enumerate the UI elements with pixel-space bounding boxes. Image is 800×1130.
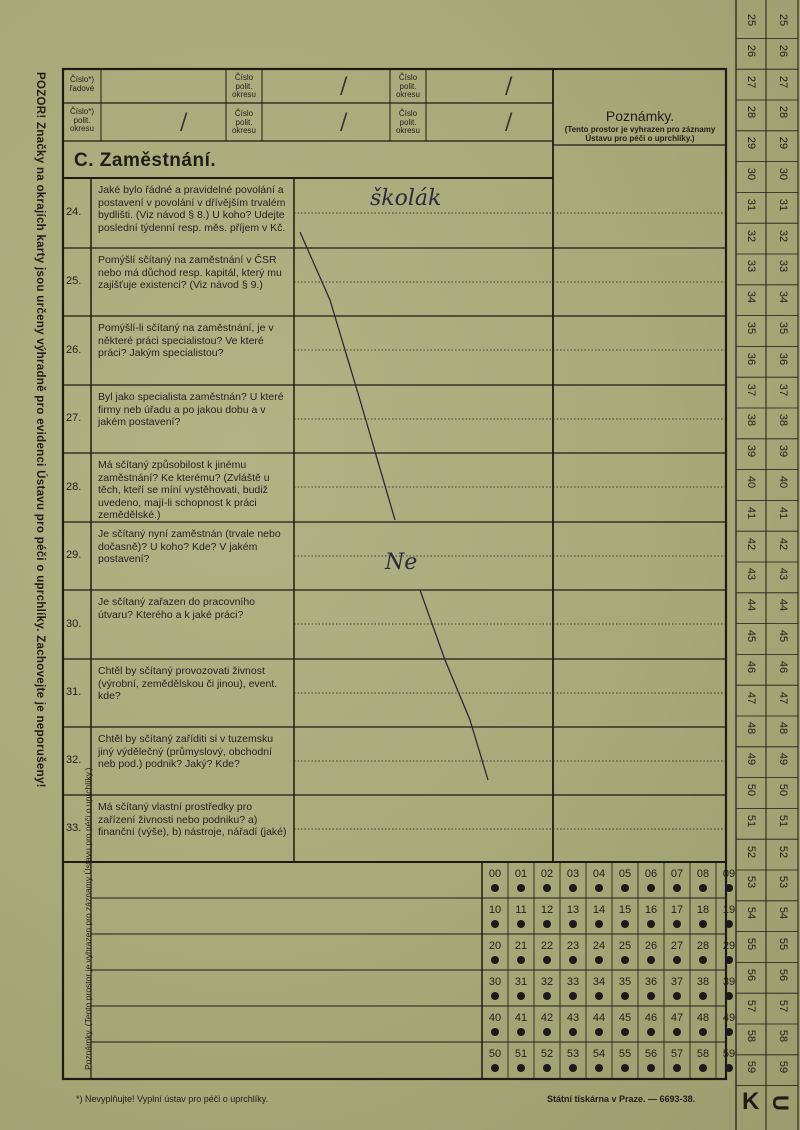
grid-number: 01 <box>514 868 528 880</box>
notes-subtitle: (Tento prostor je vyhrazen pro záznamy Ústavu pro péči o uprchlíky.) <box>564 125 716 143</box>
punch-dot <box>569 992 577 1000</box>
edge-number: 55 <box>745 937 757 951</box>
question-number: 29. <box>66 549 82 561</box>
footnote: *) Nevyplňujte! Vyplní ústav pro péči o uprchlíky. <box>76 1094 269 1104</box>
grid-number: 51 <box>514 1048 528 1060</box>
grid-number: 16 <box>644 904 658 916</box>
grid-number: 02 <box>540 868 554 880</box>
edge-number: 56 <box>777 968 789 981</box>
grid-number: 09 <box>722 868 736 880</box>
grid-number: 08 <box>696 868 710 880</box>
side-notice-text: POZOR! Značky na okrajích karty jsou určeny výhradně pro evidenci Ústavu pro péči o uprchlíky. Zachovejte je neporušeny! <box>34 72 46 788</box>
slash-2: / <box>505 74 513 99</box>
edge-number: 27 <box>745 75 757 88</box>
label-polit-okresu-1: Číslo polit. okresu <box>231 73 256 99</box>
grid-number: 11 <box>515 904 527 916</box>
question-number: 24. <box>66 206 82 218</box>
punch-dot <box>491 1028 499 1036</box>
label-polit-okresu-2: Číslo polit. okresu <box>395 73 420 99</box>
grid-number: 32 <box>540 976 554 988</box>
slash-1: / <box>340 74 348 99</box>
edge-number: 35 <box>777 321 789 335</box>
edge-number: 59 <box>777 1061 789 1074</box>
question-text: Je sčítaný nyní zaměstnán (trvale nebo dočasně)? U koho? Kde? V jakém postavení? <box>98 528 281 565</box>
question-text: Je sčítaný zařazen do pracovního útvaru? Kterého a k jaké práci? <box>98 596 256 621</box>
edge-number: 53 <box>745 876 757 889</box>
handwritten-answer: Ne <box>385 550 418 575</box>
grid-number: 41 <box>514 1012 528 1024</box>
punch-dot <box>491 920 499 928</box>
question-number: 33. <box>66 821 82 834</box>
question-text: Jaké bylo řádné a pravidelné povolání a postavení v povolání v dřívějším trvalém bydlišti. (Viz návod § 8.) U koho? Udejte poslední týdenní resp. měs. příjem v Kč. <box>98 184 286 234</box>
edge-number: 50 <box>745 783 757 797</box>
corner-letter: K <box>742 1088 760 1115</box>
punch-dot <box>517 920 525 928</box>
edge-number: 50 <box>777 783 789 797</box>
grid-number: 21 <box>514 940 528 952</box>
punch-dot <box>725 920 733 928</box>
edge-number: 52 <box>745 845 757 858</box>
edge-number: 33 <box>745 260 757 273</box>
punch-dot <box>673 920 681 928</box>
punch-dot <box>491 956 499 964</box>
edge-number: 36 <box>745 352 757 365</box>
grid-number: 30 <box>488 976 502 988</box>
punch-dot <box>517 956 525 964</box>
punch-dot <box>673 992 681 1000</box>
edge-number: 51 <box>745 814 757 827</box>
edge-number: 26 <box>745 44 757 57</box>
punch-dot <box>543 1028 551 1036</box>
punch-dot <box>699 884 707 892</box>
grid-number: 27 <box>670 940 684 952</box>
question-number: 27. <box>66 412 82 424</box>
grid-number: 58 <box>696 1048 710 1060</box>
grid-number: 52 <box>540 1048 554 1060</box>
edge-number: 37 <box>745 383 757 396</box>
slash-3: / <box>180 110 188 135</box>
punch-dot <box>647 884 655 892</box>
edge-number: 30 <box>777 167 789 181</box>
edge-number: 32 <box>745 229 757 242</box>
label-polit-okresu-3: Číslo polit. okresu <box>231 109 256 135</box>
grid-number: 15 <box>618 904 632 916</box>
grid-number: 38 <box>696 976 710 988</box>
question-number: 32. <box>66 754 82 766</box>
grid-number: 49 <box>722 1012 736 1024</box>
grid-number: 39 <box>722 976 736 988</box>
grid-number: 46 <box>644 1012 658 1024</box>
label-polit-okresu-4: Číslo polit. okresu <box>395 109 420 135</box>
edge-number: 26 <box>777 44 789 57</box>
edge-number: 51 <box>777 814 789 827</box>
punch-dot <box>647 1064 655 1072</box>
edge-number: 43 <box>745 568 757 581</box>
grid-number: 59 <box>722 1048 736 1060</box>
punch-dot <box>517 884 525 892</box>
edge-number: 49 <box>745 753 757 766</box>
grid-number: 57 <box>670 1048 684 1060</box>
grid-number: 33 <box>566 976 580 988</box>
edge-number: 58 <box>745 1030 757 1043</box>
punch-dot <box>569 1028 577 1036</box>
punch-dot <box>725 956 733 964</box>
punch-dot <box>595 1064 603 1072</box>
punch-dot <box>491 992 499 1000</box>
edge-number: 38 <box>745 414 757 427</box>
punch-dot <box>673 1028 681 1036</box>
grid-number: 55 <box>618 1048 632 1060</box>
corner-letter-right: U <box>767 1095 793 1111</box>
grid-number: 22 <box>540 940 554 952</box>
grid-number: 35 <box>618 976 632 988</box>
punch-dot <box>699 1028 707 1036</box>
grid-number: 07 <box>670 868 684 880</box>
slash-4: / <box>340 110 348 135</box>
punch-dot <box>647 992 655 1000</box>
punch-dot <box>543 956 551 964</box>
punch-dot <box>491 1064 499 1072</box>
grid-number: 00 <box>488 868 502 880</box>
grid-number: 31 <box>514 976 528 988</box>
grid-number: 24 <box>592 940 606 952</box>
grid-number: 29 <box>722 940 736 952</box>
label-cislo-radove: Číslo*) řadové <box>69 75 95 93</box>
grid-number: 10 <box>488 904 502 916</box>
question-text: Pomýšlí-li sčítaný na zaměstnání, je v některé práci specialistou? Ve které práci? Jakým specialistou? <box>98 322 274 359</box>
grid-number: 48 <box>696 1012 710 1024</box>
edge-number: 57 <box>777 999 789 1012</box>
grid-number: 25 <box>618 940 632 952</box>
edge-number: 42 <box>777 537 789 550</box>
question-number: 25. <box>66 275 82 287</box>
edge-number: 53 <box>777 876 789 889</box>
punch-dot <box>595 920 603 928</box>
edge-number: 30 <box>745 167 757 181</box>
punch-dot <box>621 992 629 1000</box>
punch-dot <box>595 956 603 964</box>
punch-dot <box>647 920 655 928</box>
grid-number: 43 <box>566 1012 580 1024</box>
grid-number: 44 <box>592 1012 606 1024</box>
question-text: Chtěl by sčítaný zaříditi si v tuzemsku jiný výdělečný (průmyslový, obchodní neb pod.) podnik? Jaký? Kde? <box>98 733 274 770</box>
edge-number: 32 <box>777 229 789 242</box>
grid-number: 45 <box>618 1012 632 1024</box>
edge-number: 42 <box>745 537 757 550</box>
edge-number: 39 <box>745 445 757 458</box>
punch-dot <box>673 956 681 964</box>
edge-number: 25 <box>777 13 789 27</box>
edge-number: 35 <box>745 321 757 335</box>
punch-dot <box>569 884 577 892</box>
edge-number: 46 <box>777 660 789 673</box>
edge-number: 37 <box>777 383 789 396</box>
punch-dot <box>621 884 629 892</box>
punch-dot <box>699 992 707 1000</box>
punch-dot <box>517 992 525 1000</box>
edge-number: 56 <box>745 968 757 981</box>
edge-number: 40 <box>777 475 789 489</box>
question-number: 30. <box>66 617 82 630</box>
grid-number: 05 <box>618 868 632 880</box>
punch-dot <box>543 1064 551 1072</box>
edge-number: 48 <box>745 722 757 735</box>
edge-number: 44 <box>777 599 789 612</box>
grid-number: 23 <box>566 940 580 952</box>
grid-number: 14 <box>592 904 606 916</box>
grid-number: 56 <box>644 1048 658 1060</box>
punch-dot <box>699 956 707 964</box>
grid-number: 53 <box>566 1048 580 1060</box>
question-text: Má sčítaný způsobilost k jinému zaměstnání? Ke kterému? (Zvláště u těch, kteří se míní vystěhovati, budiž uvedeno, mají-li schopnost k práci zemědělské.) <box>98 459 270 521</box>
edge-number: 54 <box>745 907 757 920</box>
punch-dot <box>517 1064 525 1072</box>
punch-dot <box>595 1028 603 1036</box>
punch-dot <box>621 1064 629 1072</box>
edge-number: 28 <box>777 106 789 119</box>
grid-number: 20 <box>488 940 502 952</box>
edge-number: 33 <box>777 260 789 273</box>
punch-dot <box>595 992 603 1000</box>
grid-number: 36 <box>644 976 658 988</box>
edge-number: 47 <box>745 691 757 704</box>
edge-number: 29 <box>745 137 757 150</box>
edge-number: 38 <box>777 414 789 427</box>
punch-dot <box>621 956 629 964</box>
punch-dot <box>569 956 577 964</box>
slash-5: / <box>505 110 513 135</box>
punch-dot <box>725 884 733 892</box>
edge-number: 52 <box>777 845 789 858</box>
edge-number: 45 <box>777 629 789 643</box>
edge-number: 31 <box>777 198 789 211</box>
punch-dot <box>517 1028 525 1036</box>
edge-number: 34 <box>745 291 757 304</box>
grid-number: 34 <box>592 976 606 988</box>
edge-number: 55 <box>777 937 789 951</box>
question-text: Byl jako specialista zaměstnán? U které firmy neb úřadu a po jakou dobu a v jakém postavení? <box>98 391 284 428</box>
section-title: C. Zaměstnání. <box>74 150 217 171</box>
edge-number: 47 <box>777 691 789 704</box>
grid-number: 47 <box>670 1012 684 1024</box>
edge-number: 25 <box>745 13 757 27</box>
punch-dot <box>543 884 551 892</box>
grid-number: 40 <box>488 1012 502 1024</box>
grid-number: 19 <box>722 904 736 916</box>
edge-number: 48 <box>777 722 789 735</box>
grid-number: 28 <box>696 940 710 952</box>
punch-dot <box>543 992 551 1000</box>
grid-number: 03 <box>566 868 580 880</box>
handwritten-answer: školák <box>370 186 442 211</box>
punch-dot <box>569 920 577 928</box>
edge-number: 31 <box>745 198 757 211</box>
grid-number: 37 <box>670 976 684 988</box>
question-text: Chtěl by sčítaný provozovati živnost (výrobní, zemědělskou či jinou), event. kde? <box>98 665 278 702</box>
grid-number: 50 <box>488 1048 502 1060</box>
punch-dot <box>491 884 499 892</box>
punch-dot <box>725 1064 733 1072</box>
punch-dot <box>621 1028 629 1036</box>
bottom-notes-label: Poznámky. (Tento prostor je vyhrazen pro záznamy Ústavu pro péči o uprchlíky.) <box>83 767 93 1070</box>
punch-dot <box>699 1064 707 1072</box>
question-text: Má sčítaný vlastní prostředky pro zařízení živnosti nebo podniku? a) finanční (výše), b) nástroje, nářadí (jaké) <box>98 801 287 838</box>
question-number: 31. <box>66 686 82 698</box>
grid-number: 13 <box>566 904 580 916</box>
edge-number: 41 <box>777 506 789 519</box>
grid-number: 17 <box>670 904 684 916</box>
edge-number: 28 <box>745 106 757 119</box>
grid-number: 42 <box>540 1012 554 1024</box>
punch-dot <box>595 884 603 892</box>
edge-number: 34 <box>777 291 789 304</box>
grid-number: 12 <box>540 904 554 916</box>
punch-dot <box>647 956 655 964</box>
punch-dot <box>673 884 681 892</box>
edge-number: 36 <box>777 352 789 365</box>
punch-dot <box>621 920 629 928</box>
edge-number: 27 <box>777 75 789 88</box>
punch-dot <box>569 1064 577 1072</box>
label-cislo-okresu: Číslo*) polit. okresu <box>69 107 94 133</box>
punch-dot <box>725 992 733 1000</box>
grid-number: 06 <box>644 868 658 880</box>
edge-number: 41 <box>745 506 757 519</box>
question-number: 28. <box>66 480 82 493</box>
grid-number: 18 <box>696 904 710 916</box>
edge-number: 40 <box>745 475 757 489</box>
edge-number: 43 <box>777 568 789 581</box>
edge-number: 29 <box>777 137 789 150</box>
printer-note: Státní tiskárna v Praze. — 6693-38. <box>547 1094 696 1104</box>
grid-number: 26 <box>644 940 658 952</box>
punch-dot <box>673 1064 681 1072</box>
edge-number: 58 <box>777 1030 789 1043</box>
punch-dot <box>647 1028 655 1036</box>
punch-dot <box>543 920 551 928</box>
question-number: 26. <box>66 343 82 356</box>
edge-number: 49 <box>777 753 789 766</box>
punch-dot <box>725 1028 733 1036</box>
notes-title: Poznámky. <box>605 108 675 124</box>
edge-number: 46 <box>745 660 757 673</box>
edge-number: 44 <box>745 599 757 612</box>
edge-number: 54 <box>777 907 789 920</box>
question-text: Pomýšlí sčítaný na zaměstnání v ČSR nebo má důchod resp. kapitál, který mu zajišťuje existenci? (Viz návod § 9.) <box>98 254 282 291</box>
edge-number: 57 <box>745 999 757 1012</box>
edge-number: 59 <box>745 1061 757 1074</box>
grid-number: 04 <box>592 868 606 880</box>
edge-number: 45 <box>745 629 757 643</box>
punch-dot <box>699 920 707 928</box>
grid-number: 54 <box>592 1048 606 1060</box>
edge-number: 39 <box>777 445 789 458</box>
